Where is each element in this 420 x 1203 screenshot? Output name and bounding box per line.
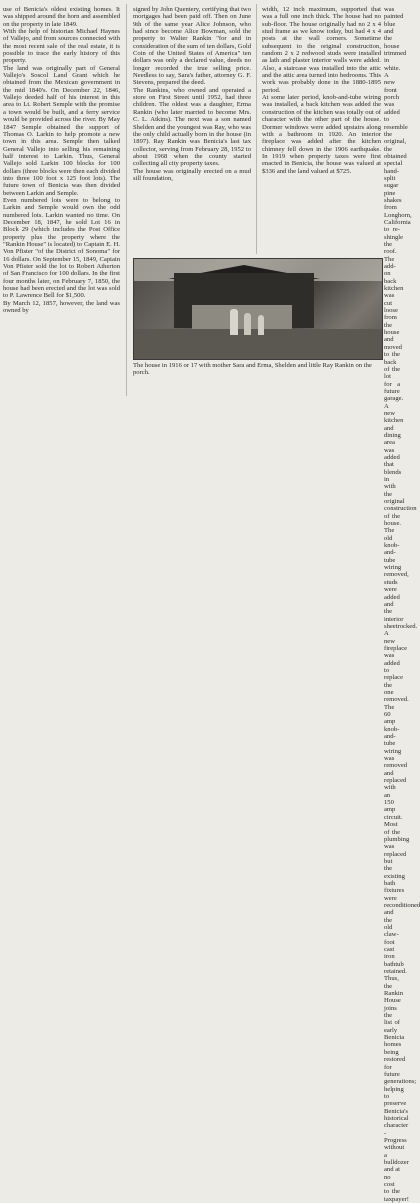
paragraph: The house was originally erected on a mud sill foundation, [133,167,251,182]
paragraph: The land was originally part of General Vallejo's Soscol Land Grant which he obtained from the Mexican government in the mid 1840's. On December 22, 1846, Vallejo deeded half of his interest in this area to Lt. Robert Semple with the promise a town would be built, and a ferry service would be provided across the river. By May 1847 Semple obtained the support of Thomas O. Larkin to help promote a new town in this area. Semple then talked General Vallejo into selling his remaining half interest to Larkin. Thus, General Vallejo sold Larkin 100 blocks for 100 dollars (three blocks were then each divided into three 100 foot x 125 foot lots). The future town of Benicia was then divided between Larkin and Semple. [3,64,120,197]
person-figure [244,313,251,335]
paragraph: width, 12 inch maximum, supported that was a full one inch thick. The house had no sub-floor. The house originally had no 2 x 4 stud frame as we know today, but had 4 x 4 posts at the wall corners. Sometime subsequent to the original construction, random 2 x 2 redwood studs were installed as lath and plaster interior walls were added. Also, a staircase was installed into the attic and the attic area turned into bedrooms. This work was probably done in the 1880-1895 period. [262,6,381,94]
article-column-2 [133,6,251,254]
paragraph: With the help of historian Michael Haynes of Vallejo, and from sources connected with the most recent sale of the real estate, it is possible to trace the early history of this property. [3,28,120,65]
person-figure [258,315,264,335]
house-photo [133,258,383,360]
photo-caption: The house in 1916 or 17 with mother Sara and Erma, Shelden and little Ray Rankin on the porch. [133,362,372,377]
paragraph: Thus, the Rankin House joins the list of early Benicia homes being restored for future generations; helping to preserve Benicia's historical character - Progress without a bulldozer and at no cost to the taxpayer! [384,975,417,1203]
paragraph: At some later period, knob-and-tube wiring was installed, a back kitchen was added the construction of the kitchen was totally out of character with the other part of the house. Dormer windows were added upstairs along with a bathroom in 1920. An interior fireplace was added after the kitchen chimney fell down in the 1906 earthquake. In 1919 when property taxes were first enacted in Benicia, the house was valued at $336 and the land valued at $725. [262,94,381,175]
paragraph: signed by John Quentery, certifying that two mortgages had been paid off. Then on June 9th of the same year Alice Johnson, who had since become Alice Bowman, sold the property to Walter Rankin "for and in consideration of the sum of ten dollars, Gold Coin of the United States of America" ten dollars was only a declared value, deeds no longer recorded the true selling price. Needless to say, Sara's father, attorney G. F. Stevens, prepared the deed. [133,6,251,87]
person-figure [230,309,238,335]
column-divider [256,4,257,254]
article-column-3 [262,6,381,256]
paragraph: The Rankins, who owned and operated a store on First Street until 1952, had three children. The oldest was a daughter, Erma Rankin (who later married to become Mrs. C. L. Atkins). The next was a son named Shelden and the youngest was Ray, who was the only child actually born in the house (in 1897). Ray Rankin was Benicia's last tax collector, serving from February 28, 1952 to about 1968 when the county started collecting all city property taxes. [133,86,251,168]
article-column-1 [3,6,120,398]
paragraph: use of Benicia's oldest existing homes. It was shipped around the horn and assembled on the property in late 1849. [3,6,120,28]
paragraph: By March 12, 1857, however, the land was owned by [3,299,120,315]
column-divider [126,4,127,396]
paragraph: was painted blue and the house trimmed in white. A new front porch was added to resemble the original, the obtained special hand-split sugar pine shakes from Longhorn, California to re-shingle the roof. [384,6,412,256]
paragraph: The add-on back kitchen was cut loose from the house and moved to the back of the lot for a future garage. A new kitchen and dining area was added that blends in with the original construction of the house. The old knob-and-tube wiring removed, studs were added and the interior sheetrocked. A new fireplace was added to replace the one removed. The 60 amp knob-and-tube wiring was removed and replaced with an 150 amp circuit. Most of the plumbing was replaced but the existing bath fixtures were reconditioned and the old claw-foot cast iron bathtub retained. [384,255,420,976]
paragraph: Even numbered lots were to belong to Larkin and Semple would own the odd numbered lots. Larkin wanted no time. On December 18, 1847, he sold Lot 16 in Block 29 (which includes the Post Office property plus the property where the "Rankin House" is located) to Captain E. H. Von Pfister "of the District of Sonoma" for 16 dollars. On September 15, 1849, Captain Von Pfister sold the lot to Robert Atherton of San Francisco for 100 dollars. In the first four months later, on February 7, 1850, the house had been erected and the lot was sold to P. Lawrence Bell for $1,500. [3,196,120,300]
article-column-4 [384,6,420,1203]
